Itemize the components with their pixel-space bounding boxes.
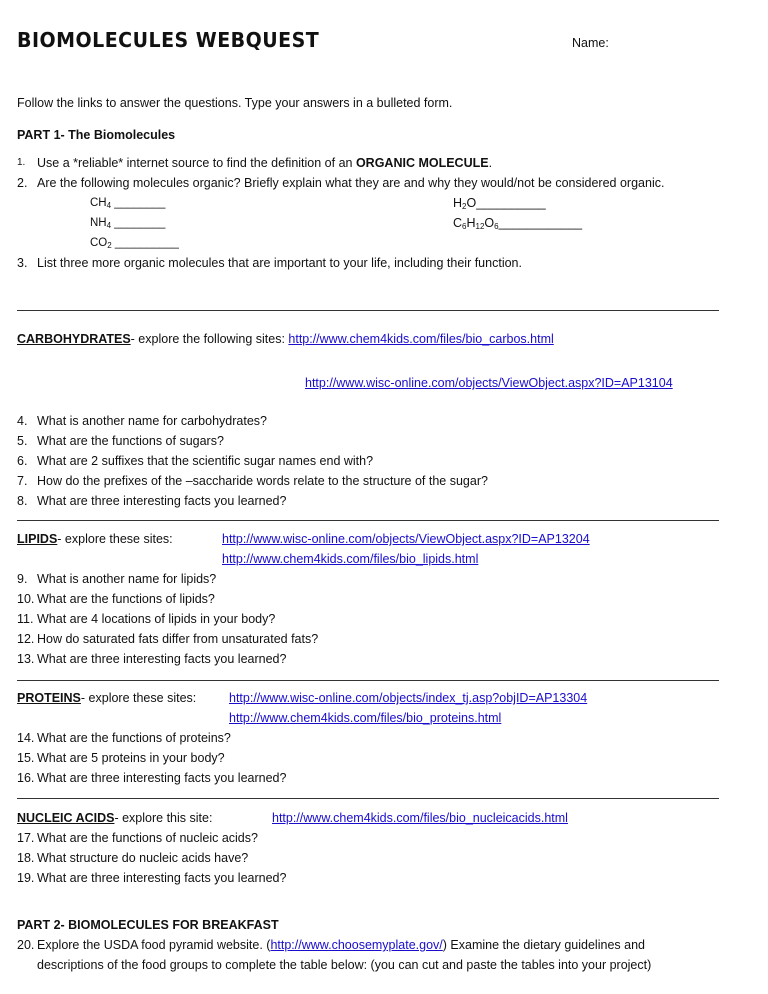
divider xyxy=(17,680,719,681)
q-number: 18. xyxy=(17,851,35,865)
question-item: What are three interesting facts you learned? xyxy=(37,652,287,666)
question-1: Use a *reliable* internet source to find the definition of an ORGANIC MOLECULE. xyxy=(37,156,493,170)
lipids-link-2[interactable]: http://www.chem4kids.com/files/bio_lipids.html xyxy=(222,552,479,566)
question-item: What are 4 locations of lipids in your body? xyxy=(37,612,276,626)
question-2: Are the following molecules organic? Briefly explain what they are and why they would/not be considered organic. xyxy=(37,176,665,190)
nucleic-link-1[interactable]: http://www.chem4kids.com/files/bio_nucleicacids.html xyxy=(272,811,568,825)
proteins-link-2[interactable]: http://www.chem4kids.com/files/bio_proteins.html xyxy=(229,711,502,725)
proteins-heading: PROTEINS- explore these sites: xyxy=(17,691,197,705)
proteins-link-2-wrap xyxy=(229,710,501,726)
question-item: How do saturated fats differ from unsaturated fats? xyxy=(37,632,319,646)
divider xyxy=(17,798,719,799)
question-item: What are 5 proteins in your body? xyxy=(37,751,225,765)
lipids-heading: LIPIDS- explore these sites: xyxy=(17,532,173,546)
q-number: 10. xyxy=(17,592,35,606)
q-number: 8. xyxy=(17,494,28,508)
question-3: List three more organic molecules that are important to your life, including their function. xyxy=(37,256,522,270)
part1-heading: PART 1- The Biomolecules xyxy=(17,128,176,142)
q-number: 11. xyxy=(17,612,34,626)
q-number: 16. xyxy=(17,771,35,785)
proteins-link-1-wrap xyxy=(229,690,587,706)
document-title: BIOMOLECULES WEBQUEST xyxy=(17,28,320,52)
name-label: Name: xyxy=(572,36,609,50)
carbs-link-2[interactable]: http://www.wisc-online.com/objects/ViewObject.aspx?ID=AP13104 xyxy=(305,376,673,390)
molecule-h2o: $H_2O\_\_\_\_\_\_\_\_\_\_$ xyxy=(453,196,546,211)
divider xyxy=(17,310,719,311)
q-number: 15. xyxy=(17,751,35,765)
molecule-ch4: $CH_4$ ________ xyxy=(90,197,166,210)
q-number: 9. xyxy=(17,572,28,586)
question-item: What are 2 suffixes that the scientific sugar names end with? xyxy=(37,454,374,468)
question-item: How do the prefixes of the –saccharide words relate to the structure of the sugar? xyxy=(37,474,488,488)
question-item: What are the functions of lipids? xyxy=(37,592,215,606)
q-number: 20. xyxy=(17,938,35,952)
q-number: 13. xyxy=(17,652,35,666)
q-number: 3. xyxy=(17,256,28,270)
question-item: What are three interesting facts you learned? xyxy=(37,494,287,508)
question-20: Explore the USDA food pyramid website. (http://www.choosemyplate.gov/) Examine the dietary guidelines and xyxy=(37,938,645,952)
nucleic-link-wrap xyxy=(272,810,568,826)
molecule-co2: $CO_2$ __________ xyxy=(90,237,179,250)
carbs-link-2-wrap xyxy=(305,375,673,391)
instructions: Follow the links to answer the questions. Type your answers in a bulleted form. xyxy=(17,96,453,110)
proteins-link-1[interactable]: http://www.wisc-online.com/objects/index_tj.asp?objID=AP13304 xyxy=(229,691,588,705)
molecule-glucose: $C_6H_{12}O_6\_\_\_\_\_\_\_\_\_\_\_\_$ xyxy=(453,216,583,231)
question-item: What are the functions of proteins? xyxy=(37,731,231,745)
q-number: 19. xyxy=(17,871,35,885)
question-item: What are three interesting facts you learned? xyxy=(37,771,287,785)
q-number: 4. xyxy=(17,414,28,428)
carbohydrates-heading: CARBOHYDRATES- explore the following sites: http://www.chem4kids.com/files/bio_carbos.html xyxy=(17,332,554,346)
divider xyxy=(17,520,719,521)
part2-heading: PART 2- BIOMOLECULES FOR BREAKFAST xyxy=(17,918,279,932)
molecule-nh4: $NH_4$ ________ xyxy=(90,217,166,230)
lipids-link-1[interactable]: http://www.wisc-online.com/objects/ViewObject.aspx?ID=AP13204 xyxy=(222,532,590,546)
q-number: 17. xyxy=(17,831,35,845)
question-item: What structure do nucleic acids have? xyxy=(37,851,249,865)
q-number: 5. xyxy=(17,434,28,448)
q-number: 12. xyxy=(17,632,35,646)
question-item: What is another name for lipids? xyxy=(37,572,217,586)
question-20-cont: descriptions of the food groups to complete the table below: (you can cut and paste the tables into your project) xyxy=(37,958,652,972)
lipids-link-2-wrap xyxy=(222,551,478,567)
choosemyplate-link[interactable]: http://www.choosemyplate.gov/ xyxy=(270,938,443,952)
lipids-link-1-wrap xyxy=(222,531,590,547)
q-number: 7. xyxy=(17,474,28,488)
q-number: 6. xyxy=(17,454,28,468)
question-item: What are the functions of nucleic acids? xyxy=(37,831,258,845)
carbs-link-1[interactable]: http://www.chem4kids.com/files/bio_carbos.html xyxy=(288,332,554,346)
question-item: What are the functions of sugars? xyxy=(37,434,224,448)
nucleic-heading: NUCLEIC ACIDS- explore this site: xyxy=(17,811,213,825)
q-number: 1. xyxy=(17,157,26,168)
question-item: What are three interesting facts you learned? xyxy=(37,871,287,885)
question-item: What is another name for carbohydrates? xyxy=(37,414,267,428)
q-number: 14. xyxy=(17,731,35,745)
q-number: 2. xyxy=(17,176,28,190)
